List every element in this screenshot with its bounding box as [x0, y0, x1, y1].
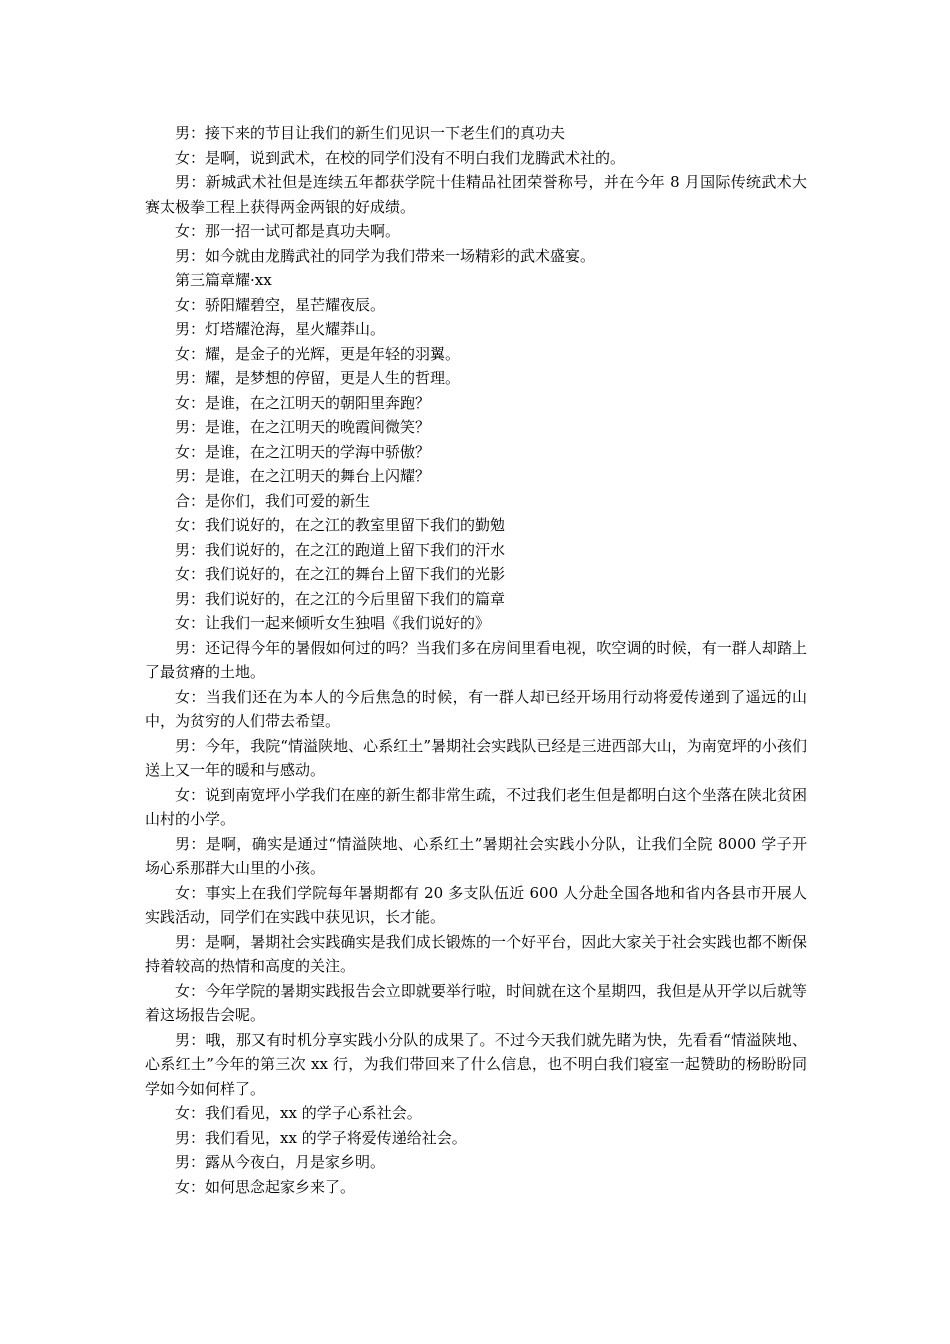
- paragraph: 男：哦，那又有时机分享实践小分队的成果了。不过今天我们就先睹为快，先看看“情溢陕地、心系红土”今年的第三次 xx 行，为我们带回来了什么信息，也不明白我们寝室一起赞助的杨盼盼同学如今如何样了。: [145, 1030, 807, 1098]
- paragraph: 男：是谁，在之江明天的舞台上闪耀？: [175, 467, 431, 485]
- paragraph: 男：还记得今年的暑假如何过的吗？当我们多在房间里看电视，吹空调的时候，有一群人却踏上了最贫瘠的土地。: [145, 638, 807, 681]
- section-heading: 第三篇章耀·xx: [175, 271, 272, 289]
- paragraph: 女：我们看见，xx 的学子心系社会。: [175, 1104, 422, 1122]
- paragraph: 女：耀，是金子的光辉，更是年轻的羽翼。: [175, 344, 461, 363]
- paragraph: 女：说到南宽坪小学我们在座的新生都非常生疏，不过我们老生但是都明白这个坐落在陕北贫困山村的小学。: [145, 785, 807, 828]
- paragraph: 男：我们看见，xx 的学子将爱传递给社会。: [175, 1128, 467, 1147]
- paragraph: 女：是谁，在之江明天的朝阳里奔跑？: [175, 393, 431, 412]
- paragraph: 男：是啊，确实是通过“情溢陕地、心系红土”暑期社会实践小分队，让我们全院 8000 学子开场心系那群大山里的小孩。: [145, 834, 807, 877]
- paragraph: 女：是啊，说到武术，在校的同学们没有不明白我们龙腾武术社的。: [175, 148, 626, 167]
- paragraph: 男：接下来的节目让我们的新生们见识一下老生们的真功夫: [175, 124, 566, 142]
- paragraph: 男：是谁，在之江明天的晚霞间微笑？: [175, 418, 431, 436]
- paragraph: 女：如何思念起家乡来了。: [175, 1177, 356, 1196]
- paragraph: 男：我们说好的，在之江的跑道上留下我们的汗水: [175, 540, 506, 559]
- paragraph: 男：耀，是梦想的停留，更是人生的哲理。: [175, 369, 461, 387]
- paragraph: 男：新城武术社但是连续五年都获学院十佳精品社团荣誉称号，并在今年 8 月国际传统武术大赛太极拳工程上获得两金两银的好成绩。: [145, 173, 807, 216]
- paragraph: 男：我们说好的，在之江的今后里留下我们的篇章: [175, 589, 506, 608]
- paragraph: 男：如今就由龙腾武社的同学为我们带来一场精彩的武术盛宴。: [175, 246, 596, 265]
- document-page: [145, 121, 807, 1199]
- paragraph: 女：当我们还在为本人的今后焦急的时候，有一群人却已经开场用行动将爱传递到了遥远的山中，为贫穷的人们带去希望。: [145, 687, 807, 730]
- paragraph: 合：是你们，我们可爱的新生: [175, 491, 371, 510]
- paragraph: 男：是啊，暑期社会实践确实是我们成长锻炼的一个好平台，因此大家关于社会实践也都不断保持着较高的热情和高度的关注。: [145, 932, 807, 975]
- paragraph: 女：事实上在我们学院每年暑期都有 20 多支队伍近 600 人分赴全国各地和省内各县市开展人实践活动，同学们在实践中获见识，长才能。: [145, 883, 807, 926]
- paragraph: 男：露从今夜白，月是家乡明。: [175, 1153, 386, 1171]
- paragraph: 女：今年学院的暑期实践报告会立即就要举行啦，时间就在这个星期四，我但是从开学以后就等着这场报告会呢。: [145, 981, 807, 1024]
- paragraph: 女：我们说好的，在之江的教室里留下我们的勤勉: [175, 516, 506, 534]
- paragraph: 男：今年，我院“情溢陕地、心系红土”暑期社会实践队已经是三进西部大山，为南宽坪的小孩们送上又一年的暖和与感动。: [145, 736, 807, 779]
- paragraph: 女：骄阳耀碧空，星芒耀夜辰。: [175, 295, 386, 314]
- paragraph: 女：是谁，在之江明天的学海中骄傲？: [175, 442, 431, 461]
- paragraph: 女：让我们一起来倾听女生独唱《我们说好的》: [175, 614, 491, 632]
- paragraph: 男：灯塔耀沧海，星火耀莽山。: [175, 320, 386, 338]
- paragraph: 女：我们说好的，在之江的舞台上留下我们的光影: [175, 565, 506, 583]
- paragraph: 女：那一招一试可都是真功夫啊。: [175, 222, 401, 240]
